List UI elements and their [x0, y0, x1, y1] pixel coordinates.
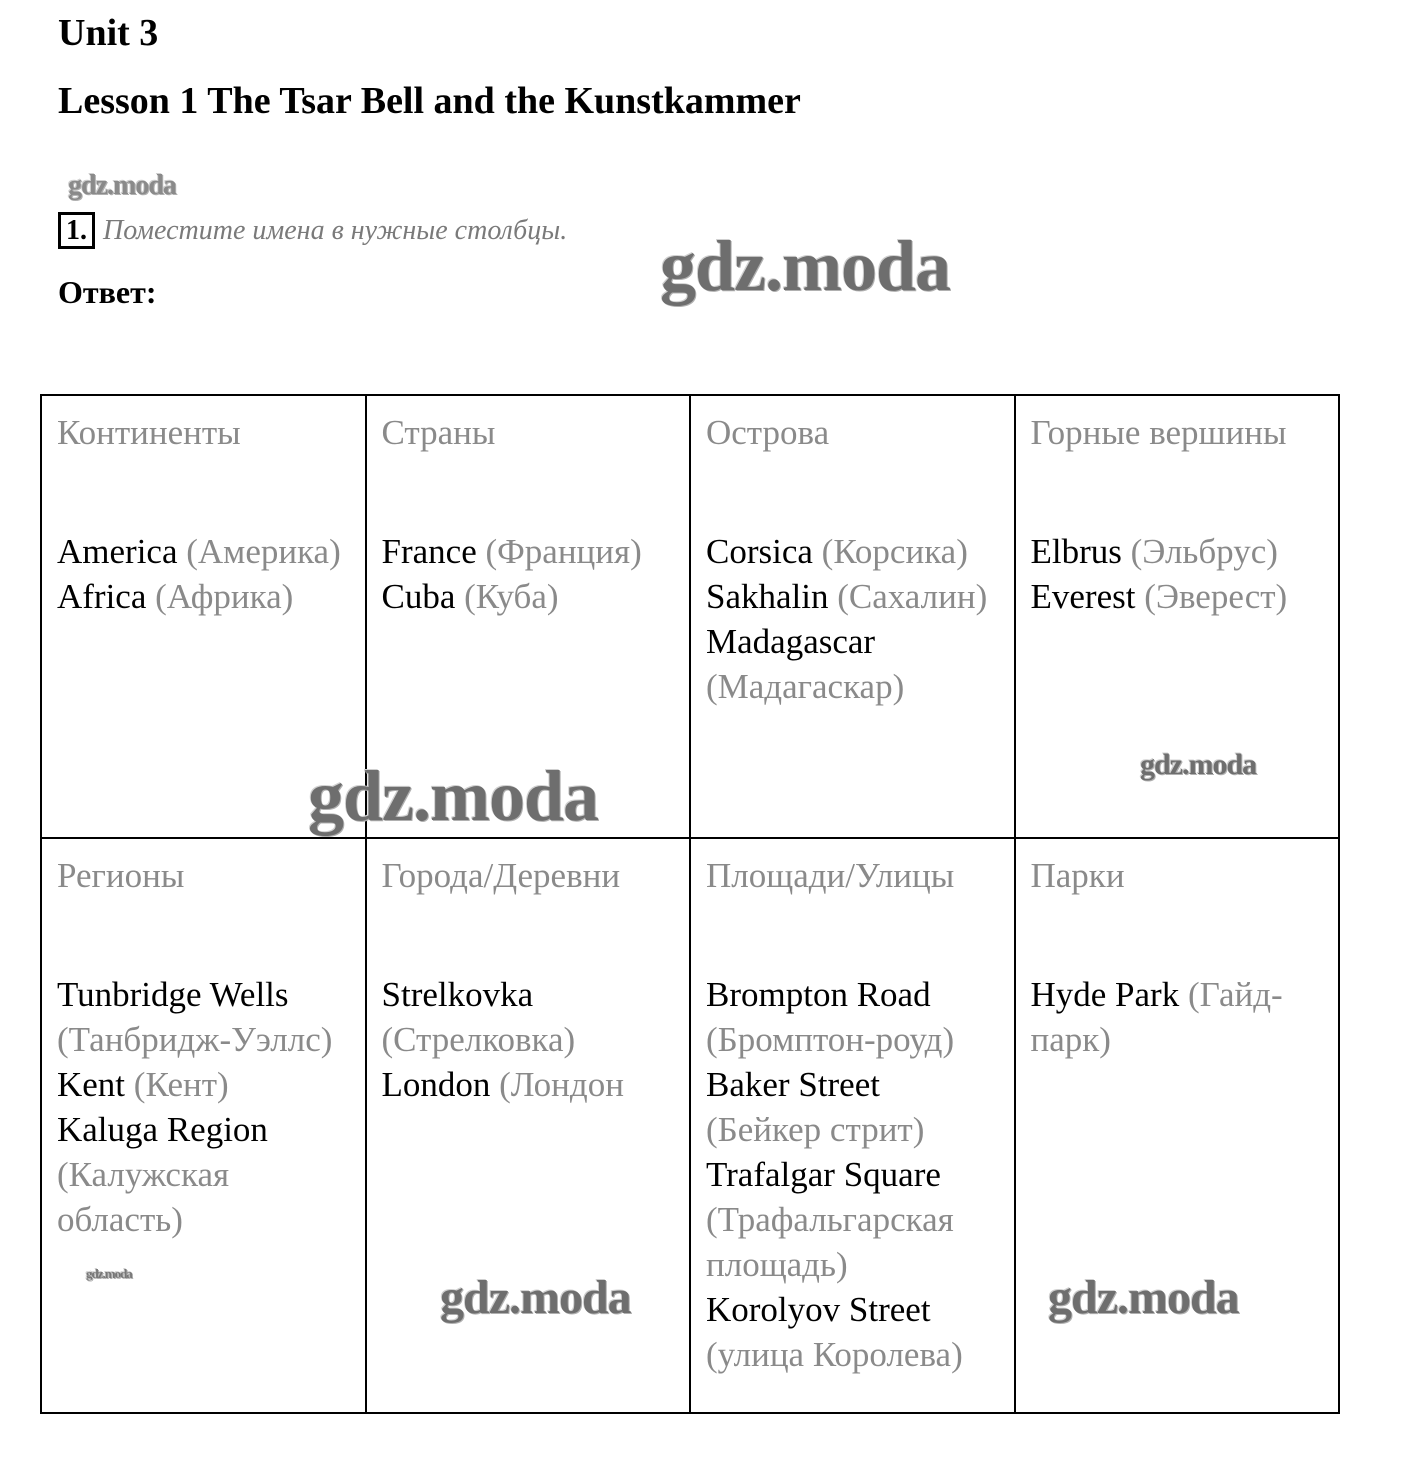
table-cell-continents: [41, 395, 366, 838]
entry-en: France: [381, 532, 477, 571]
entry-ru: (Эльбрус): [1130, 532, 1278, 571]
watermark: gdz.moda: [660, 226, 951, 306]
list-item: [57, 1107, 351, 1242]
entry-ru: (Америка): [186, 532, 341, 571]
entry-en: Madagascar: [706, 622, 876, 661]
watermark: gdz.moda: [86, 1266, 132, 1281]
entry-ru: (Калужская область): [57, 1155, 230, 1239]
entry-en: Korolyov Street: [706, 1290, 931, 1329]
list-item: [57, 529, 351, 574]
table-row: [41, 395, 1339, 838]
entry-ru: (Африка): [155, 577, 294, 616]
table-row: [41, 838, 1339, 1413]
entry-ru: (Бейкер стрит): [706, 1110, 925, 1149]
list-item: [1031, 972, 1325, 1062]
list-item: [1031, 529, 1325, 574]
table-cell-cities-villages: [366, 838, 691, 1413]
watermark: gdz.moda: [1048, 1271, 1239, 1324]
table-cell-parks: [1015, 838, 1340, 1413]
entry-ru: (Корсика): [821, 532, 968, 571]
list-item: [706, 1287, 1000, 1377]
entry-en: Corsica: [706, 532, 813, 571]
table-cell-mountain-peaks: [1015, 395, 1340, 838]
entry-en: Cuba: [381, 577, 456, 616]
column-header: Горные вершины: [1030, 413, 1287, 452]
entry-en: Sakhalin: [706, 577, 829, 616]
column-header: Парки: [1030, 856, 1125, 895]
entry-ru: (Франция): [485, 532, 642, 571]
answer-label: Ответ:: [58, 274, 157, 310]
column-header: Страны: [381, 413, 496, 452]
task-number: 1.: [58, 212, 95, 249]
entry-ru: (Трафальгарская площадь): [706, 1200, 954, 1284]
entry-en: Brompton Road: [706, 975, 931, 1014]
column-header: Города/Деревни: [381, 856, 621, 895]
watermark: gdz.moda: [68, 170, 176, 201]
entry-ru: (Танбридж-Уэллс): [57, 1020, 333, 1059]
list-item: [1031, 574, 1325, 619]
list-item: [706, 972, 1000, 1062]
entry-ru: (Гайд-парк): [1030, 975, 1283, 1059]
list-item: [382, 972, 676, 1062]
list-item: [382, 1062, 676, 1107]
column-header: Острова: [706, 413, 830, 452]
task-row: [58, 212, 567, 249]
answer-table: [40, 394, 1340, 1414]
watermark: gdz.moda: [308, 756, 599, 836]
table-cell-regions: [41, 838, 366, 1413]
list-item: [382, 574, 676, 619]
entry-ru: (Стрелковка): [381, 1020, 576, 1059]
list-item: [706, 1152, 1000, 1287]
list-item: [382, 529, 676, 574]
entry-en: Trafalgar Square: [706, 1155, 941, 1194]
table-cell-squares-streets: [690, 838, 1015, 1413]
entry-en: Baker Street: [706, 1065, 880, 1104]
lesson-title: Lesson 1 The Tsar Bell and the Kunstkammer: [58, 80, 801, 122]
entry-ru: (Бромптон-роуд): [706, 1020, 955, 1059]
entry-ru: (Мадагаскар): [706, 667, 905, 706]
list-item: [706, 574, 1000, 619]
column-header: Континенты: [57, 413, 241, 452]
list-item: [57, 972, 351, 1062]
entry-en: Tunbridge Wells: [57, 975, 289, 1014]
list-item: [57, 1062, 351, 1107]
entry-ru: (Лондон: [499, 1065, 624, 1104]
entry-en: London: [381, 1065, 491, 1104]
list-item: [706, 1062, 1000, 1152]
watermark: gdz.moda: [440, 1271, 631, 1324]
entry-en: Strelkovka: [381, 975, 534, 1014]
entry-ru: (Куба): [464, 577, 559, 616]
entry-ru: (улица Королева): [706, 1335, 963, 1374]
entry-ru: (Кент): [133, 1065, 229, 1104]
table-cell-countries: [366, 395, 691, 838]
unit-title: Unit 3: [58, 12, 159, 54]
entry-ru: (Сахалин): [837, 577, 988, 616]
watermark: gdz.moda: [1140, 748, 1257, 781]
task-instruction: Поместите имена в нужные столбцы.: [103, 214, 568, 246]
list-item: [706, 619, 1000, 709]
table-cell-islands: [690, 395, 1015, 838]
entry-en: Africa: [57, 577, 147, 616]
entry-en: Hyde Park: [1030, 975, 1180, 1014]
entry-en: Kaluga Region: [57, 1110, 268, 1149]
column-header: Регионы: [57, 856, 185, 895]
entry-ru: (Эверест): [1144, 577, 1288, 616]
entry-en: America: [57, 532, 178, 571]
entry-en: Kent: [57, 1065, 126, 1104]
entry-en: Elbrus: [1030, 532, 1122, 571]
list-item: [57, 574, 351, 619]
column-header: Площади/Улицы: [706, 856, 955, 895]
list-item: [706, 529, 1000, 574]
entry-en: Everest: [1030, 577, 1136, 616]
